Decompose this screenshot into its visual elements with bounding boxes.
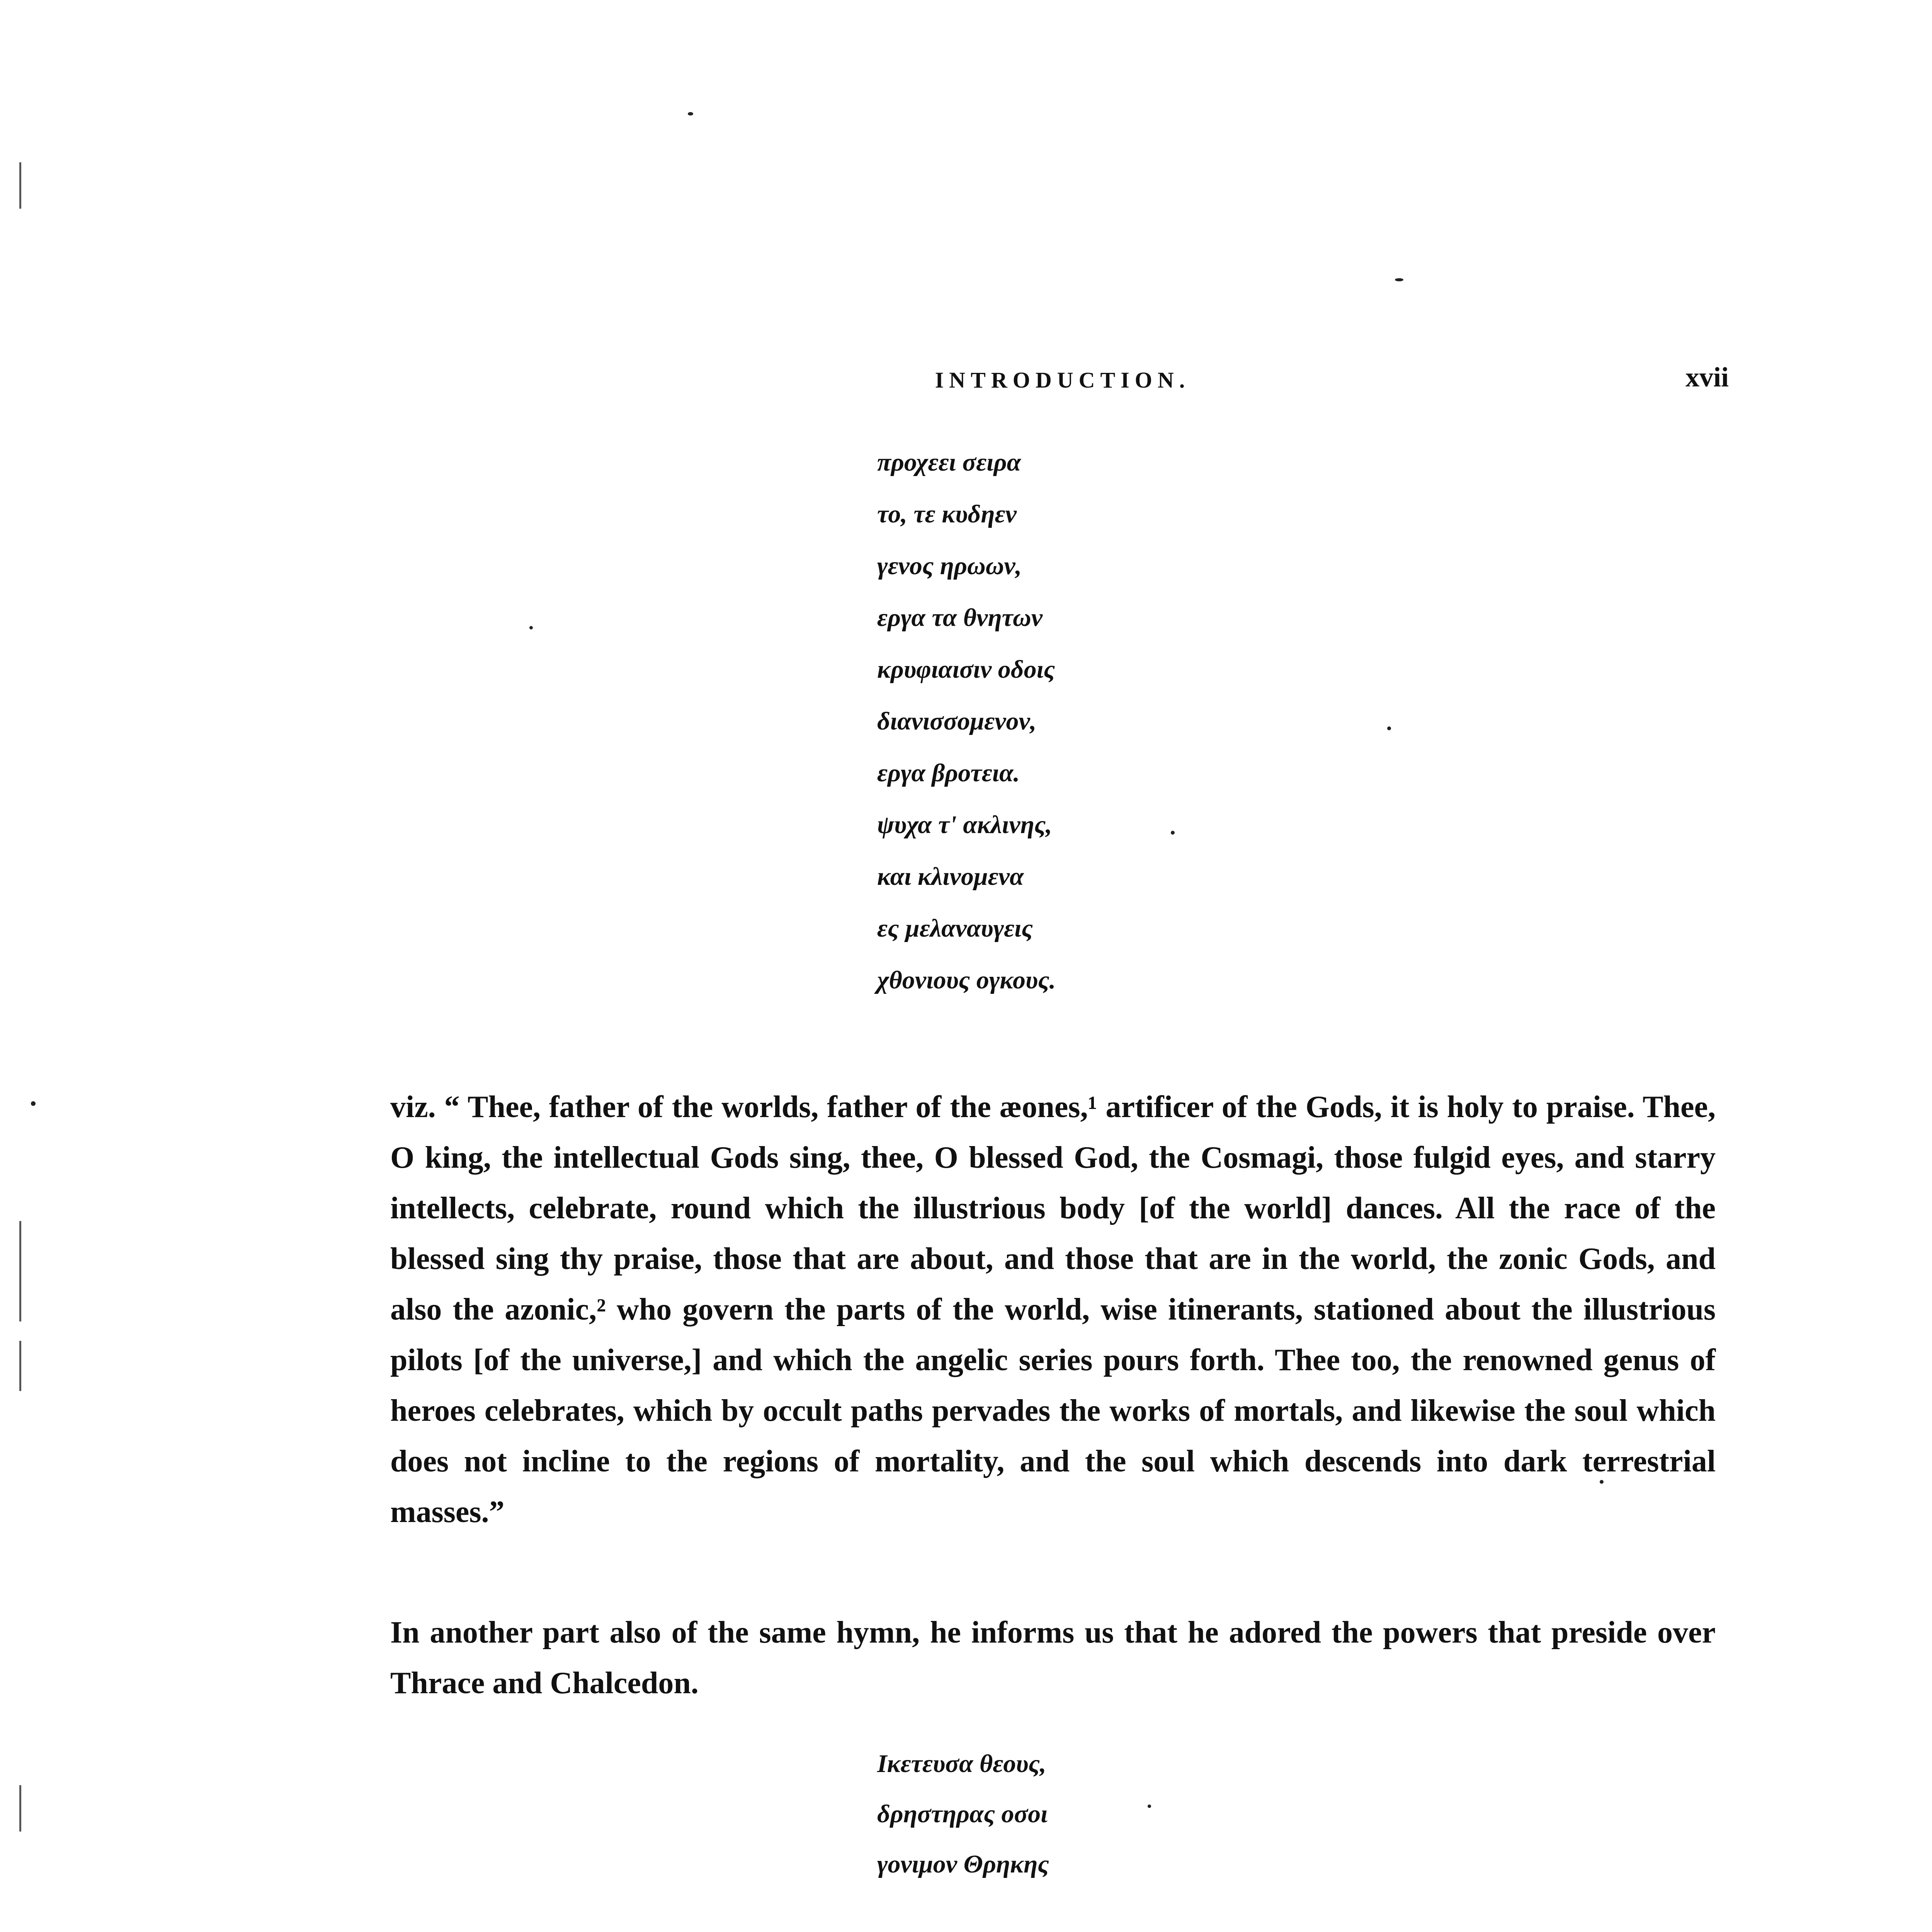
scan-speck: [1395, 278, 1403, 281]
scan-speck: [1387, 726, 1391, 730]
verse-line: εργα βροτεια.: [877, 759, 1020, 787]
verse-line: εργα τα θνητων: [877, 604, 1043, 632]
verse-line: γενος ηρωων,: [877, 552, 1022, 580]
verse-line: κρυφιαισιν οδοις: [877, 655, 1055, 684]
scan-edge-mark: [19, 1785, 21, 1832]
verse-line: γονιμον Θρηκης: [877, 1850, 1049, 1878]
scan-edge-mark: [19, 1221, 21, 1321]
scan-speck: [1171, 831, 1175, 835]
scan-speck: [529, 626, 533, 629]
scan-speck: [1148, 1804, 1151, 1808]
scan-edge-mark: [19, 1341, 21, 1391]
scan-speck: [1600, 1480, 1604, 1484]
verse-line: δρηστηρας οσοι: [877, 1800, 1048, 1828]
verse-line: προχεει σειρα: [877, 448, 1021, 476]
body-paragraph: In another part also of the same hymn, he informs us that he adored the powers that preside over Thrace and Chalcedon.: [390, 1616, 1716, 1700]
verse-line: χθονιους ογκους.: [877, 966, 1056, 994]
running-head: INTRODUCTION.: [935, 367, 1190, 393]
scan-speck: [688, 112, 693, 116]
greek-verse-block: [877, 437, 1056, 1006]
verse-line: διανισσομενον,: [877, 707, 1037, 735]
scan-speck: [31, 1101, 36, 1106]
verse-line: το, τε κυδηεν: [877, 500, 1017, 528]
verse-line: Ικετευσα θεους,: [877, 1750, 1046, 1778]
greek-verse-block-2: [877, 1739, 1049, 1889]
verse-line: και κλινομενα: [877, 862, 1024, 891]
verse-line: ψυχα τ' ακλινης,: [877, 811, 1052, 839]
page-number: xvii: [1685, 362, 1729, 393]
translation-paragraph: viz. “ Thee, father of the worlds, father of the æones,¹ artificer of the Gods, it is holy to praise. Thee, O king, the intellectual Gods sing, thee, O blessed God, the Cosmagi, those fulgid eyes, and starry intellects, celebrate, round which the illustrious body [of the world] dances. All the race of the blessed sing thy praise, those that are about, and those that are in the world, the zonic Gods, and also the azonic,² who govern the parts of the world, wise itinerants, stationed about the illustrious pilots [of the universe,] and which the angelic series pours forth. Thee too, the renowned genus of heroes celebrates, which by occult paths pervades the works of mortals, and likewise the soul which does not incline to the regions of mortality, and the soul which descends into dark terrestrial masses.”: [390, 1090, 1716, 1529]
verse-line: ες μελαναυγεις: [877, 914, 1033, 942]
scan-edge-mark: [19, 162, 21, 209]
